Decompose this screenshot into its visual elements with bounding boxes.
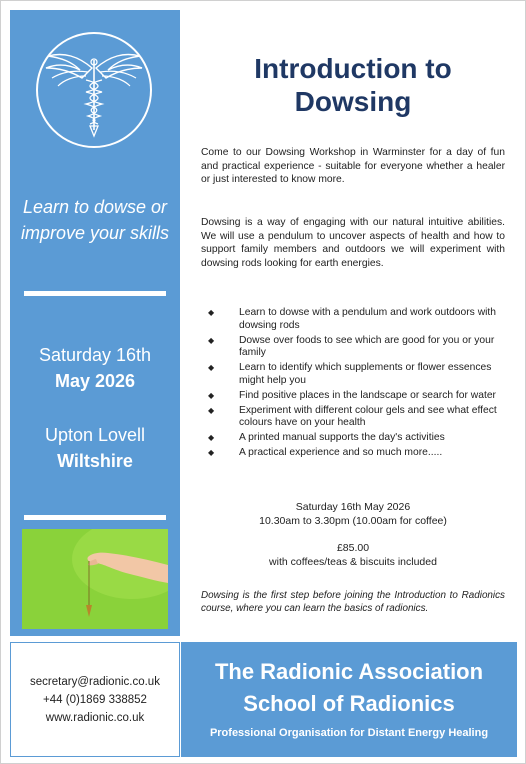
page-title-line1: Introduction to — [254, 53, 452, 84]
price-note: with coffees/teas & biscuits included — [269, 556, 437, 568]
diamond-bullet-icon: ◆ — [208, 363, 215, 373]
activity-list — [193, 307, 509, 462]
diamond-bullet-icon: ◆ — [208, 335, 215, 345]
list-item-text: A practical experience and so much more..... — [239, 446, 443, 458]
sidebar-date-line2: May 2026 — [54, 371, 136, 391]
event-time: 10.30am to 3.30pm (10.00am for coffee) — [259, 515, 447, 527]
list-item-text: Dowse over foods to see which are good for you or your family — [239, 334, 495, 359]
diamond-bullet-icon: ◆ — [208, 405, 215, 415]
list-item-text: Find positive places in the landscape or search for water — [239, 389, 496, 401]
sidebar-date — [10, 342, 180, 394]
diamond-bullet-icon: ◆ — [208, 447, 215, 457]
school-name: School of Radionics — [243, 691, 455, 716]
diamond-bullet-icon: ◆ — [208, 308, 215, 317]
list-item — [193, 405, 509, 431]
list-item-text: Learn to identify which supplements or flower essences might help you — [239, 362, 492, 386]
closing-note: Dowsing is the first step before joining the Introduction to Radionics course, where you can learn the basics of radionics. — [201, 590, 505, 614]
price-amount: £85.00 — [336, 542, 370, 554]
event-details — [193, 500, 513, 528]
event-date: Saturday 16th May 2026 — [295, 501, 411, 513]
contact-email[interactable]: secretary@radionic.co.uk — [30, 676, 160, 688]
sidebar-location-line2: Wiltshire — [57, 451, 133, 471]
contact-phone: +44 (0)1869 338852 — [43, 694, 147, 706]
diamond-bullet-icon: ◆ — [208, 433, 215, 443]
sidebar-location — [10, 422, 180, 474]
intro-paragraph: Come to our Dowsing Workshop in Warminster for a day of fun and practical experience - suitable for everyone whether a healer or just interested to know more. — [201, 147, 505, 186]
sidebar — [10, 10, 180, 636]
list-item-text: Learn to dowse with a pendulum and work outdoors with dowsing rods — [239, 307, 496, 331]
sidebar-date-line1: Saturday 16th — [38, 345, 152, 365]
contact-box — [10, 642, 180, 757]
price-details — [193, 541, 513, 569]
sidebar-location-line1: Upton Lovell — [44, 425, 146, 445]
list-item — [193, 362, 509, 388]
page-title-line2: Dowsing — [294, 86, 412, 117]
description-paragraph: Dowsing is a way of engaging with our natural intuitive abilities. We will use a pendulum to uncover aspects of health and how to support family members and outdoors we will experiment with dowsing rods looking for earth energies. — [201, 217, 505, 269]
organisation-tagline: Professional Organisation for Distant Energy Healing — [209, 727, 489, 739]
caduceus-pendulum-logo-icon — [34, 30, 154, 150]
diamond-bullet-icon: ◆ — [208, 390, 215, 400]
list-item-text: A printed manual supports the day's activities — [239, 432, 445, 444]
organisation-banner — [181, 642, 517, 757]
list-item — [193, 447, 509, 460]
list-item — [193, 432, 509, 445]
list-item — [193, 335, 509, 361]
contact-website[interactable]: www.radionic.co.uk — [45, 712, 145, 724]
sidebar-tagline: Learn to dowse or improve your skills — [20, 197, 170, 243]
hand-pendulum-illustration — [22, 529, 168, 629]
organisation-name: The Radionic Association — [214, 659, 484, 684]
page-title — [193, 52, 513, 118]
pendulum-photo — [22, 529, 168, 629]
list-item — [193, 307, 509, 333]
list-item-text: Experiment with different colour gels and see what effect colours have on your health — [239, 404, 497, 429]
sidebar-divider-bottom — [24, 515, 166, 520]
list-item — [193, 390, 509, 403]
sidebar-divider-top — [24, 291, 166, 296]
